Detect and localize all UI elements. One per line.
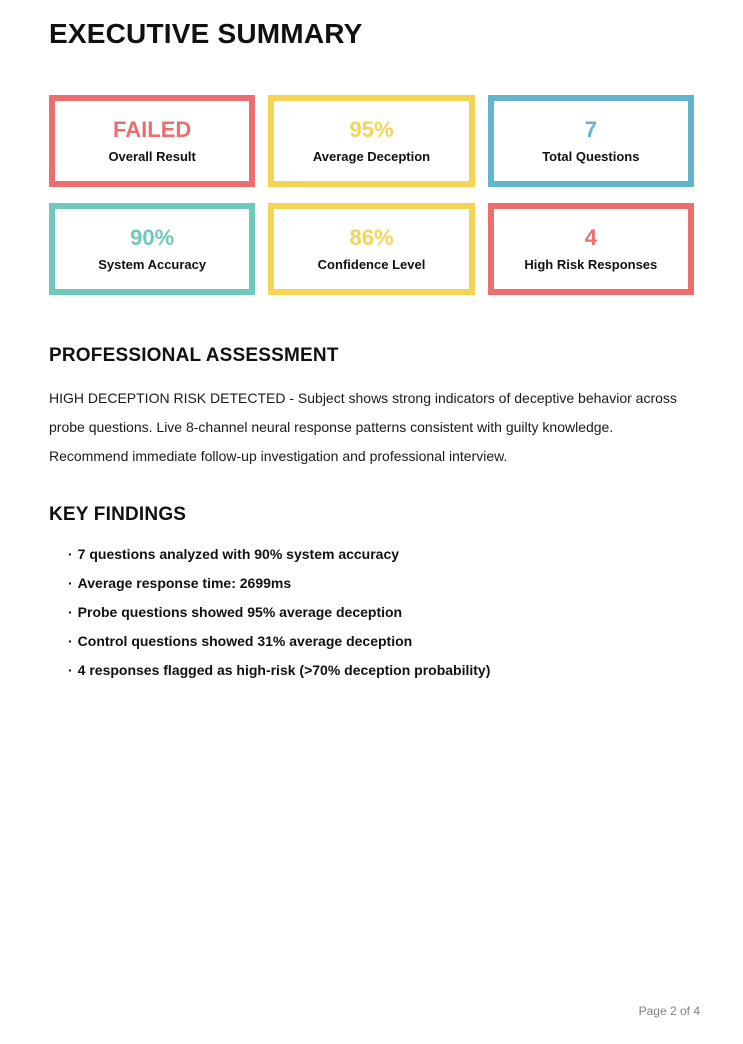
stat-card-average-deception bbox=[268, 95, 474, 187]
assessment-body-text: HIGH DECEPTION RISK DETECTED - Subject shows strong indicators of deceptive behavior across probe questions. Live 8-channel neural response patterns consistent with guilty knowledge. Recommend immediate follow-up investigation and professional interview. bbox=[49, 390, 677, 464]
stat-value: FAILED bbox=[113, 117, 192, 142]
summary-stat-cards bbox=[49, 95, 694, 295]
list-item bbox=[68, 605, 694, 619]
page-title: EXECUTIVE SUMMARY bbox=[49, 18, 363, 49]
stat-label: Total Questions bbox=[542, 149, 640, 164]
stat-label: Confidence Level bbox=[317, 257, 426, 272]
stat-value: 86% bbox=[349, 225, 394, 250]
list-item bbox=[68, 634, 694, 648]
list-item bbox=[68, 663, 694, 677]
finding-text: 7 questions analyzed with 90% system accuracy bbox=[77, 546, 400, 562]
finding-text: Average response time: 2699ms bbox=[77, 575, 292, 591]
stat-label: System Accuracy bbox=[98, 257, 207, 272]
list-item bbox=[68, 576, 694, 590]
stat-card-high-risk-responses bbox=[488, 203, 694, 295]
stat-label: High Risk Responses bbox=[524, 257, 658, 272]
stat-label: Overall Result bbox=[108, 149, 196, 164]
key-findings-heading: KEY FINDINGS bbox=[49, 504, 187, 525]
stat-label: Average Deception bbox=[312, 149, 431, 164]
bullet-icon: · bbox=[68, 575, 73, 591]
assessment-heading: PROFESSIONAL ASSESSMENT bbox=[49, 345, 339, 366]
stat-value: 95% bbox=[349, 117, 394, 142]
finding-text: Control questions showed 31% average deception bbox=[77, 633, 413, 649]
stat-card-system-accuracy bbox=[49, 203, 255, 295]
key-findings-list bbox=[49, 547, 694, 677]
stat-card-overall-result bbox=[49, 95, 255, 187]
bullet-icon: · bbox=[68, 662, 73, 678]
bullet-icon: · bbox=[68, 633, 73, 649]
finding-text: Probe questions showed 95% average deception bbox=[77, 604, 403, 620]
page-number: Page 2 of 4 bbox=[638, 1004, 700, 1018]
list-item bbox=[68, 547, 694, 561]
stat-value: 7 bbox=[584, 117, 597, 142]
stat-value: 4 bbox=[584, 225, 597, 250]
stat-value: 90% bbox=[130, 225, 175, 250]
bullet-icon: · bbox=[68, 604, 73, 620]
finding-text: 4 responses flagged as high-risk (>70% deception probability) bbox=[77, 662, 491, 678]
bullet-icon: · bbox=[68, 546, 73, 562]
stat-card-confidence-level bbox=[268, 203, 474, 295]
stat-card-total-questions bbox=[488, 95, 694, 187]
